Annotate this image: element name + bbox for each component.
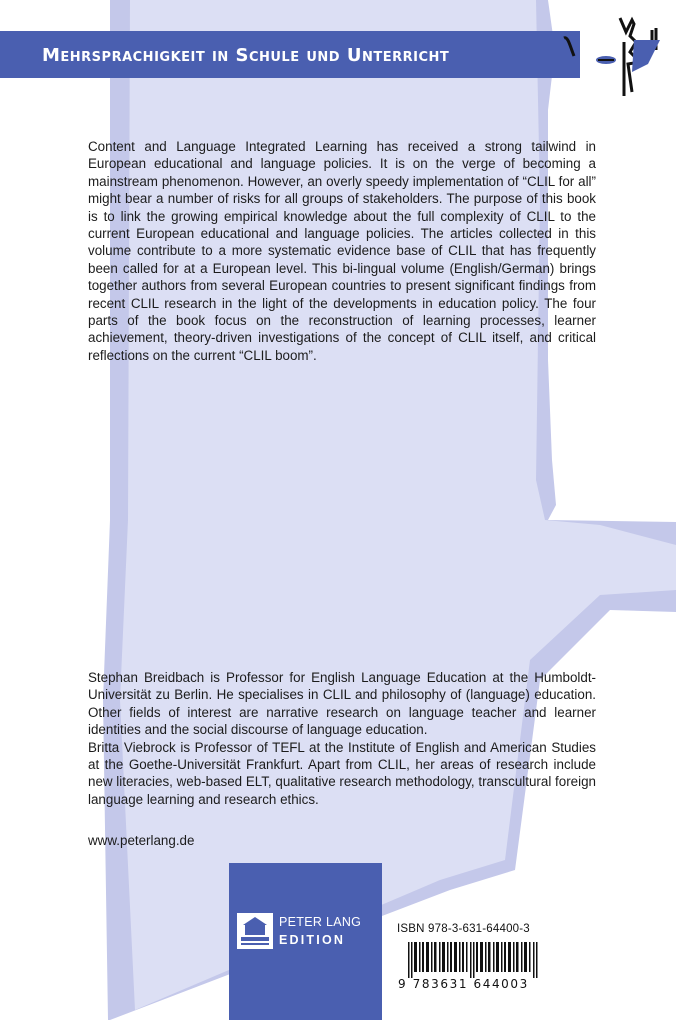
- publisher-logo: [237, 913, 377, 953]
- publisher-imprint: EDITION: [279, 933, 346, 947]
- publisher-name: PETER LANG: [279, 915, 362, 929]
- book-description: Content and Language Integrated Learning has received a strong tailwind in European educational and language policies. It is on the verge of becoming a mainstream phenomenon. However, an overly speedy implementation of “CLIL for all” might bear a number of risks for all groups of stakeholders. The purpose of this book is to link the growing empirical knowledge about the full complexity of CLIL to the current European educational and language policies. The articles collected in this volume contribute to a more systematic evidence base of CLIL that has frequently been called for at a European level. This bi-lingual volume (English/German) brings together authors from several European countries to present significant findings from recent CLIL research in the light of the developments in education policy. The four parts of the book focus on the reconstruction of learning processes, learner achievement, theory-driven investigations of the concept of CLIL itself, and critical reflections on the current “CLIL boom”.: [88, 139, 596, 363]
- series-logo-icon: [560, 12, 670, 102]
- author-bios: [88, 669, 596, 808]
- barcode-digits: 9 783631 644003: [398, 977, 529, 991]
- publisher-website-link[interactable]: www.peterlang.de: [88, 833, 195, 848]
- author-bio-viebrock: Britta Viebrock is Professor of TEFL at the Institute of English and American Studies at the Goethe-Universität Frankfurt. Apart from CLIL, her areas of research include new literacies, web-based ELT, qualitative research methodology, transcultural foreign language learning and research ethics.: [88, 739, 596, 807]
- series-title: Mehrsprachigkeit in Schule und Unterricht: [42, 45, 450, 66]
- isbn-label: ISBN 978-3-631-64400-3: [397, 923, 530, 935]
- author-bio-breidbach: Stephan Breidbach is Professor for English Language Education at the Humboldt-Universität zu Berlin. He specialises in CLIL and philosophy of (language) education. Other fields of interest are narrative research on language teacher and learner identities and the social discourse of language education.: [88, 670, 596, 738]
- barcode-icon: [408, 942, 538, 978]
- publisher-emblem-icon: [237, 913, 273, 949]
